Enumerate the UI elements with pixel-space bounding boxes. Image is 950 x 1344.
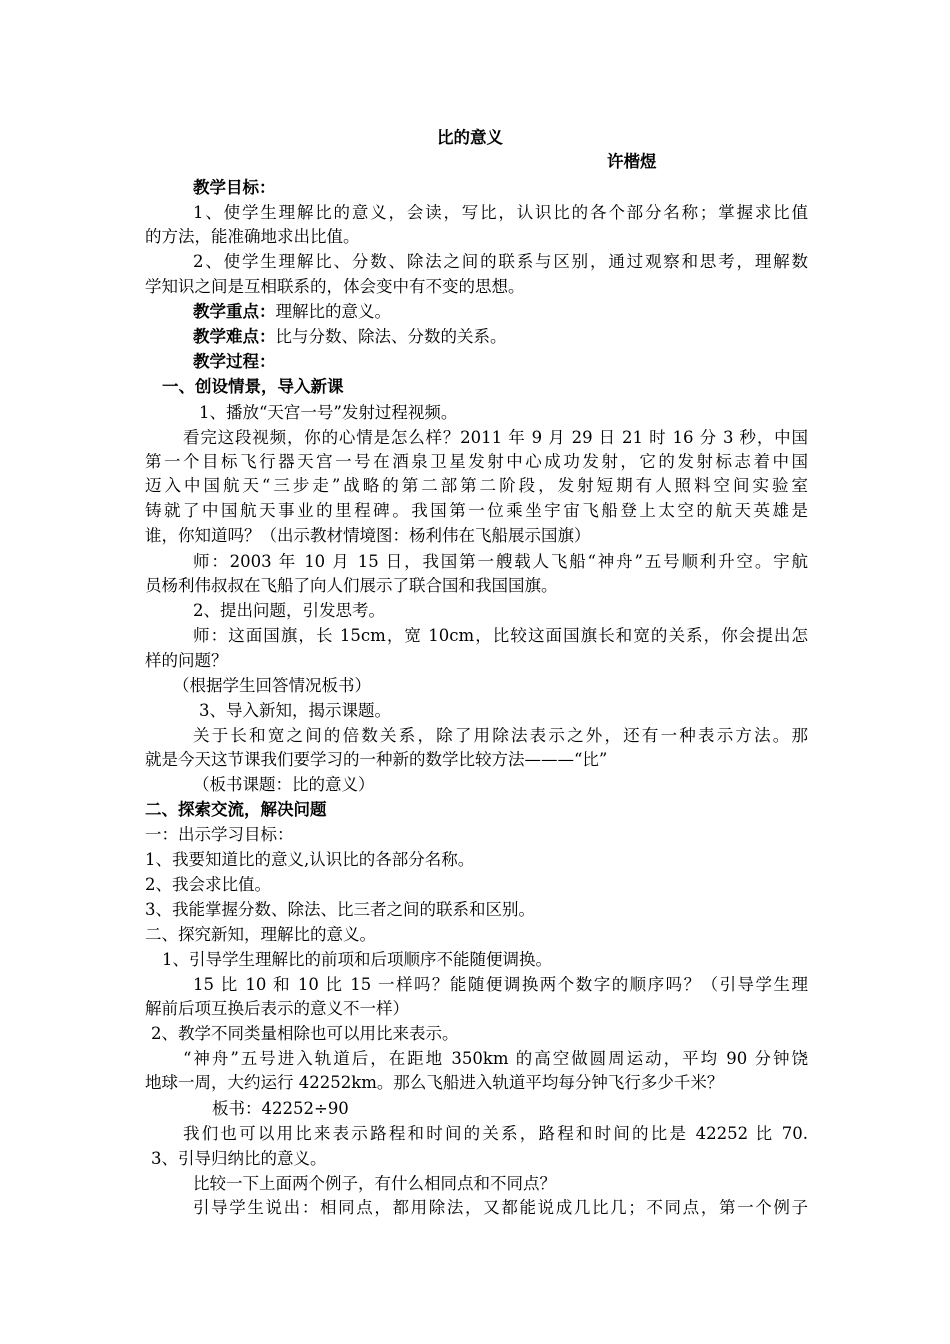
section-1-heading: 一、创设情景，导入新课 (162, 377, 344, 396)
s1-para-2-line-1: 师：2003 年 10 月 15 日，我国第一艘载人飞船“神舟”五号顺利升空。宇航 (193, 552, 808, 571)
key-point (193, 301, 391, 325)
s1-para-4-line-2: 就是今天这节课我们要学习的一种新的数学比较方法———“比” (145, 750, 608, 769)
s2-para-5: 引导学生说出：相同点，都用除法，又都能说成几比几；不同点，第一个例子 (193, 1198, 808, 1217)
s1-para-2-line-2: 员杨利伟叔叔在飞船了向人们展示了联合国和我国国旗。 (145, 576, 558, 595)
s1-item-2: 2、提出问题，引发思考。 (193, 601, 385, 620)
document-title: 比的意义 (437, 128, 503, 147)
process-heading: 教学过程： (193, 352, 276, 371)
objective-2-line-1: 2、使学生理解比、分数、除法之间的联系与区别，通过观察和思考，理解数 (193, 252, 808, 271)
difficulty-text: 比与分数、除法、分数的关系。 (275, 327, 507, 346)
s2-goal-2: 2、我会求比值。 (145, 875, 271, 894)
s1-para-1-line-4: 铸就了中国航天事业的里程碑。我国第一位乘坐宇宙飞船登上太空的航天英雄是 (145, 501, 808, 520)
author-name: 许楷煜 (607, 152, 657, 171)
s2-para-4: 比较一下上面两个例子，有什么相同点和不同点？ (193, 1174, 556, 1193)
s2-goal-3: 3、我能掌握分数、除法、比三者之间的联系和区别。 (145, 900, 535, 919)
s2-board: 板书：42252÷90 (212, 1099, 349, 1118)
s2-item-2: 2、教学不同类量相除也可以用比来表示。 (151, 1024, 459, 1043)
s2-item-1: 1、引导学生理解比的前项和后项顺序不能随便调换。 (162, 950, 552, 969)
s2-sub-2: 二、探究新知，理解比的意义。 (145, 925, 376, 944)
key-point-label: 教学重点： (193, 302, 276, 321)
s1-para-1-line-5: 谁，你知道吗？（出示教材情境图：杨利伟在飞船展示国旗） (145, 526, 591, 545)
s2-sub-1: 一：出示学习目标： (145, 825, 294, 844)
s1-para-3-line-1: 师：这面国旗，长 15cm，宽 10cm，比较这面国旗长和宽的关系，你会提出怎 (193, 626, 808, 645)
s1-note-1: （根据学生回答情况板书） (173, 676, 371, 695)
s1-para-1-line-2: 第一个目标飞行器天宫一号在酒泉卫星发射中心成功发射，它的发射标志着中国 (145, 452, 808, 471)
s1-para-1-line-3: 迈入中国航天“三步走”战略的第二部第二阶段，发射短期有人照料空间实验室 (145, 476, 808, 495)
s2-item-3: 3、引导归纳比的意义。 (151, 1149, 327, 1168)
objective-1-line-2: 的方法，能准确地求出比值。 (145, 227, 360, 246)
s1-item-1: 1、播放“天宫一号”发射过程视频。 (199, 403, 458, 422)
s2-para-2-line-1: “神舟”五号进入轨道后，在距地 350km 的高空做圆周运动，平均 90 分钟饶 (183, 1049, 808, 1068)
s2-para-1-line-2: 解前后项互换后表示的意义不一样） (145, 999, 409, 1018)
difficulty (193, 326, 507, 350)
s2-para-3: 我们也可以用比来表示路程和时间的关系，路程和时间的比是 42252 比 70. (183, 1124, 808, 1143)
s1-item-3: 3、导入新知，揭示课题。 (199, 701, 391, 720)
s2-para-2-line-2: 地球一周，大约运行 42252km。那么飞船进入轨道平均每分钟飞行多少千米？ (145, 1073, 724, 1092)
s2-para-1-line-1: 15 比 10 和 10 比 15 一样吗？能随便调换两个数字的顺序吗？（引导学生理 (193, 975, 808, 994)
s2-goal-1: 1、我要知道比的意义,认识比的各部分名称。 (145, 850, 475, 869)
objective-1-line-1: 1、使学生理解比的意义，会读，写比，认识比的各个部分名称；掌握求比值 (193, 203, 808, 222)
objectives-heading: 教学目标： (193, 178, 276, 197)
objective-2-line-2: 学知识之间是互相联系的，体会变中有不变的思想。 (145, 277, 525, 296)
section-2-heading: 二、探索交流，解决问题 (145, 800, 327, 819)
s1-para-3-line-2: 样的问题？ (145, 651, 228, 670)
difficulty-label: 教学难点： (193, 327, 276, 346)
s1-para-1-line-1: 看完这段视频，你的心情是怎么样？2011 年 9 月 29 日 21 时 16 分 3 秒，中国 (183, 428, 808, 447)
key-point-text: 理解比的意义。 (275, 302, 391, 321)
s1-para-4-line-1: 关于长和宽之间的倍数关系，除了用除法表示之外，还有一种表示方法。那 (193, 726, 808, 745)
s1-note-2: （板书课题：比的意义） (193, 775, 375, 794)
